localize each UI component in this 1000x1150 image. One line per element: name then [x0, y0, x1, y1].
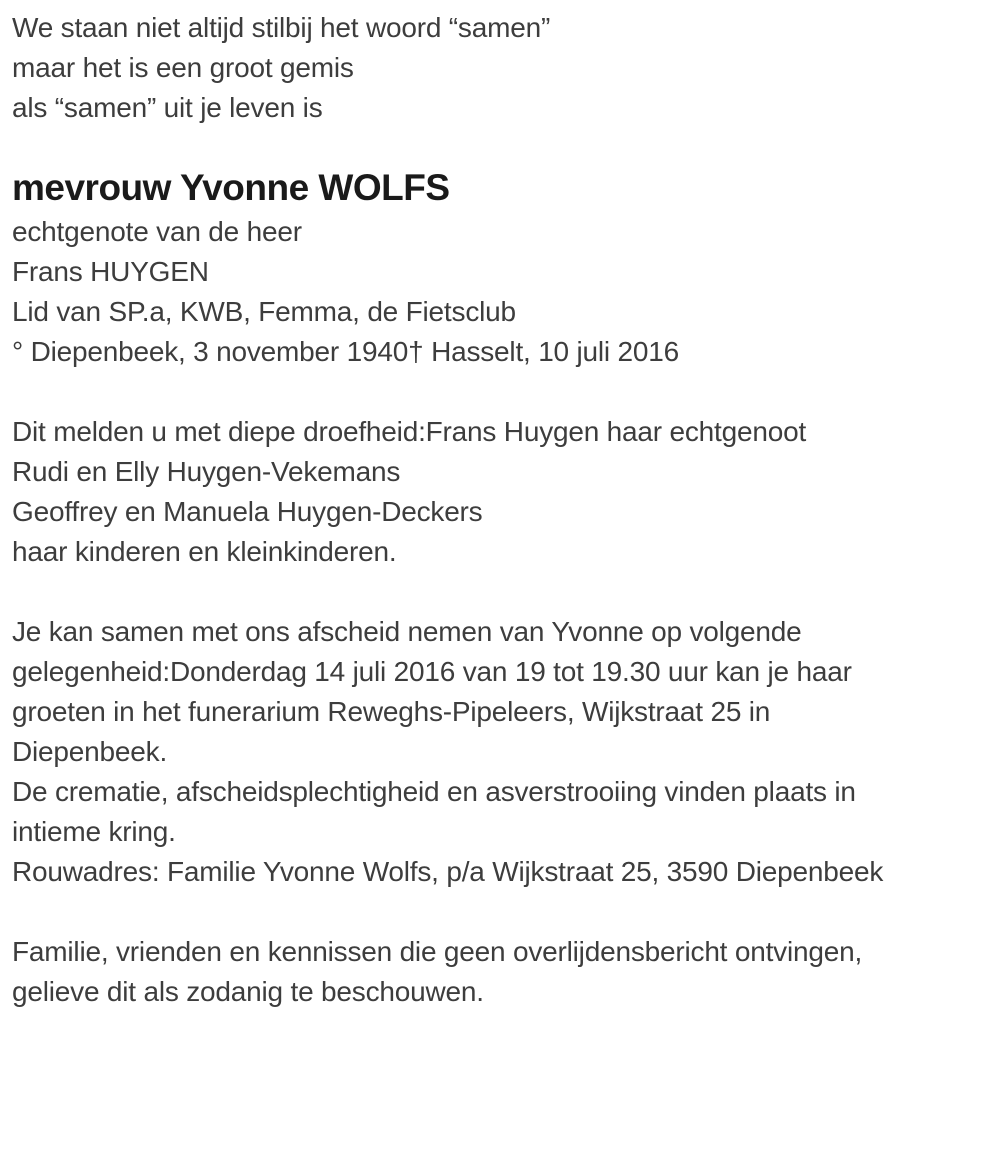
farewell-line: Diepenbeek.	[12, 736, 168, 767]
farewell-line: De crematie, afscheidsplechtigheid en asverstrooiing vinden plaats in	[12, 776, 856, 807]
birth-death-dates: ° Diepenbeek, 3 november 1940† Hasselt, 10 juli 2016	[12, 336, 680, 367]
poem	[12, 8, 980, 128]
announcement	[12, 412, 980, 572]
deceased-name: mevrouw Yvonne WOLFS	[12, 167, 450, 208]
farewell-line: Je kan samen met ons afscheid nemen van Yvonne op volgende	[12, 616, 802, 647]
farewell-line: intieme kring.	[12, 816, 176, 847]
poem-line: We staan niet altijd stilbij het woord “samen”	[12, 12, 551, 43]
poem-line: als “samen” uit je leven is	[12, 92, 323, 123]
farewell-line: gelegenheid:Donderdag 14 juli 2016 van 19 tot 19.30 uur kan je haar	[12, 656, 852, 687]
announcement-line: Dit melden u met diepe droefheid:Frans Huygen haar echtgenoot	[12, 416, 807, 447]
poem-line: maar het is een groot gemis	[12, 52, 354, 83]
closing-note	[12, 932, 980, 1012]
deceased-header	[12, 164, 980, 292]
farewell-details	[12, 612, 980, 852]
memberships-line: Lid van SP.a, KWB, Femma, de Fietsclub	[12, 296, 516, 327]
announcement-line: haar kinderen en kleinkinderen.	[12, 536, 397, 567]
closing-line: Familie, vrienden en kennissen die geen overlijdensbericht ontvingen,	[12, 936, 863, 967]
announcement-line: Rudi en Elly Huygen-Vekemans	[12, 456, 401, 487]
closing-line: gelieve dit als zodanig te beschouwen.	[12, 976, 484, 1007]
announcement-line: Geoffrey en Manuela Huygen-Deckers	[12, 496, 483, 527]
farewell-line: groeten in het funerarium Reweghs-Pipeleers, Wijkstraat 25 in	[12, 696, 771, 727]
deceased-relation: echtgenote van de heer	[12, 216, 302, 247]
mourning-address: Rouwadres: Familie Yvonne Wolfs, p/a Wijkstraat 25, 3590 Diepenbeek	[12, 856, 884, 887]
deceased-spouse: Frans HUYGEN	[12, 256, 209, 287]
